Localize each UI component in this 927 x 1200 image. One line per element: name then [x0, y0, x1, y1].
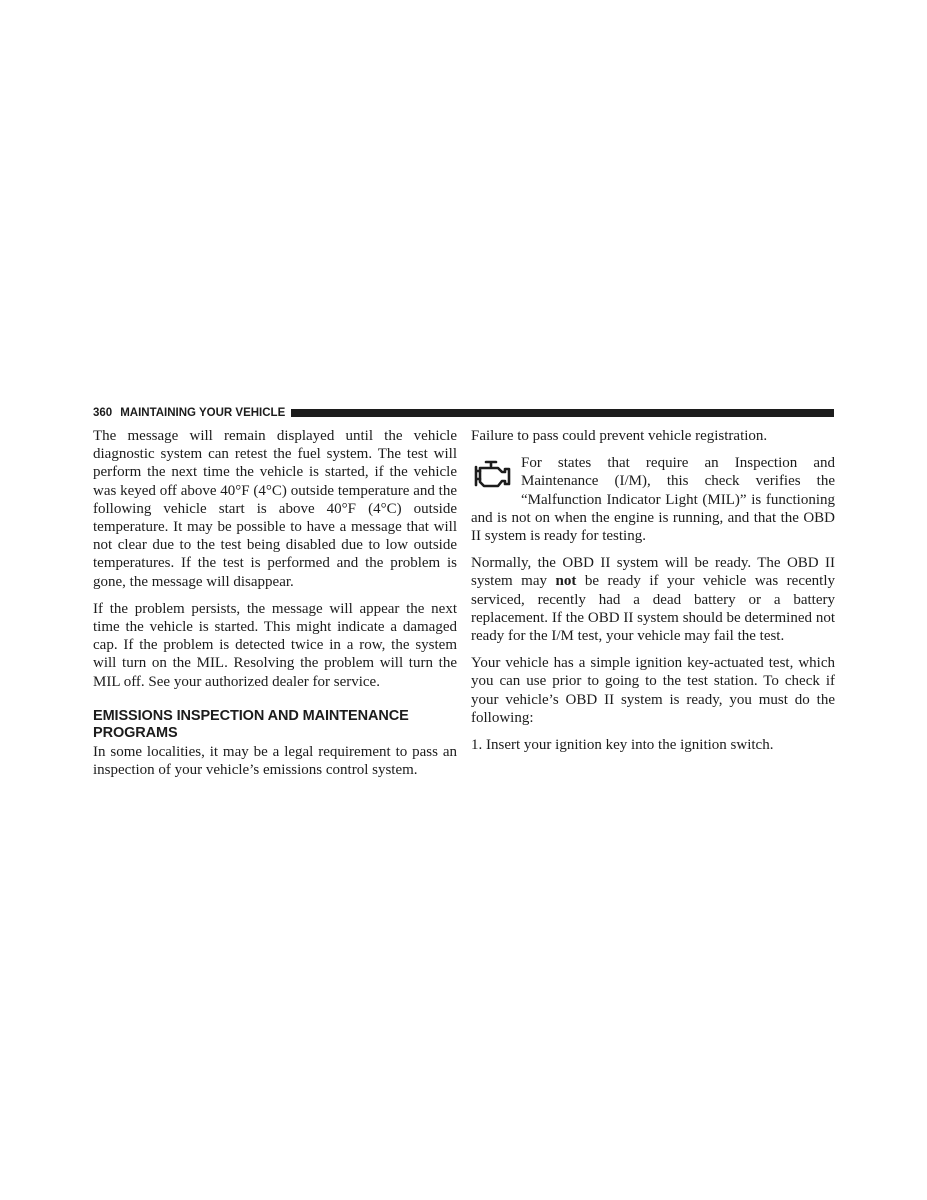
left-column — [93, 427, 457, 788]
right-column — [471, 427, 835, 763]
text-before-bold: Normally, the OBD II system will be ready. The OBD II system may — [471, 555, 835, 590]
im-check-block — [471, 454, 835, 554]
paragraph-retest: The message will remain displayed until the vehicle diagnostic system can retest the fuel system. The test will perform the next time the vehicle is started, if the vehicle was keyed off above 40°F (4°C) outside temperature and the following vehicle start is above 40°F (4°C) outside temperature. It may be possible to have a message that will not clear due to the test being disabled due to low outside temperatures. If the test is performed and the problem is gone, the message will disappear. — [93, 428, 457, 590]
paragraph-problem-persists: If the problem persists, the message will appear the next time the vehicle is started. This might indicate a damaged cap. If the problem is detected twice in a row, the system will turn on the MIL. Resolving the problem will turn the MIL off. See your authorized dealer for service. — [93, 600, 457, 690]
emissions-heading: EMISSIONS INSPECTION AND MAINTENANCE PROGRAMS — [93, 707, 409, 741]
page-header — [93, 405, 834, 421]
paragraph-localities: In some localities, it may be a legal requirement to pass an inspection of your vehicle’s emissions control system. — [93, 743, 457, 779]
step-1: 1. Insert your ignition key into the ignition switch. — [471, 737, 774, 754]
paragraph-normally — [471, 554, 835, 645]
emphasis-not: not — [555, 573, 577, 590]
text-after-bold: be ready if your vehicle was recently serviced, recently had a dead battery or a battery replacement. If the OBD II system should be determined not ready for the I/M test, your vehicle may fail the test. — [471, 573, 835, 645]
header-rule — [291, 409, 834, 417]
page-number: 360 — [93, 407, 113, 419]
section-title: MAINTAINING YOUR VEHICLE — [120, 407, 286, 419]
paragraph-im-check: For states that require an Inspection and Maintenance (I/M), this check verifies the “Malfunction Indicator Light (MIL)” is functioning and is not on when the engine is running, and that the OBD II system is ready for testing. — [471, 455, 835, 545]
check-engine-icon — [471, 457, 513, 491]
paragraph-ignition-test: Your vehicle has a simple ignition key-actuated test, which you can use prior to going to the test station. To check if your vehicle’s OBD II system is ready, you must do the following: — [471, 655, 835, 726]
paragraph-failure: Failure to pass could prevent vehicle registration. — [471, 428, 768, 444]
